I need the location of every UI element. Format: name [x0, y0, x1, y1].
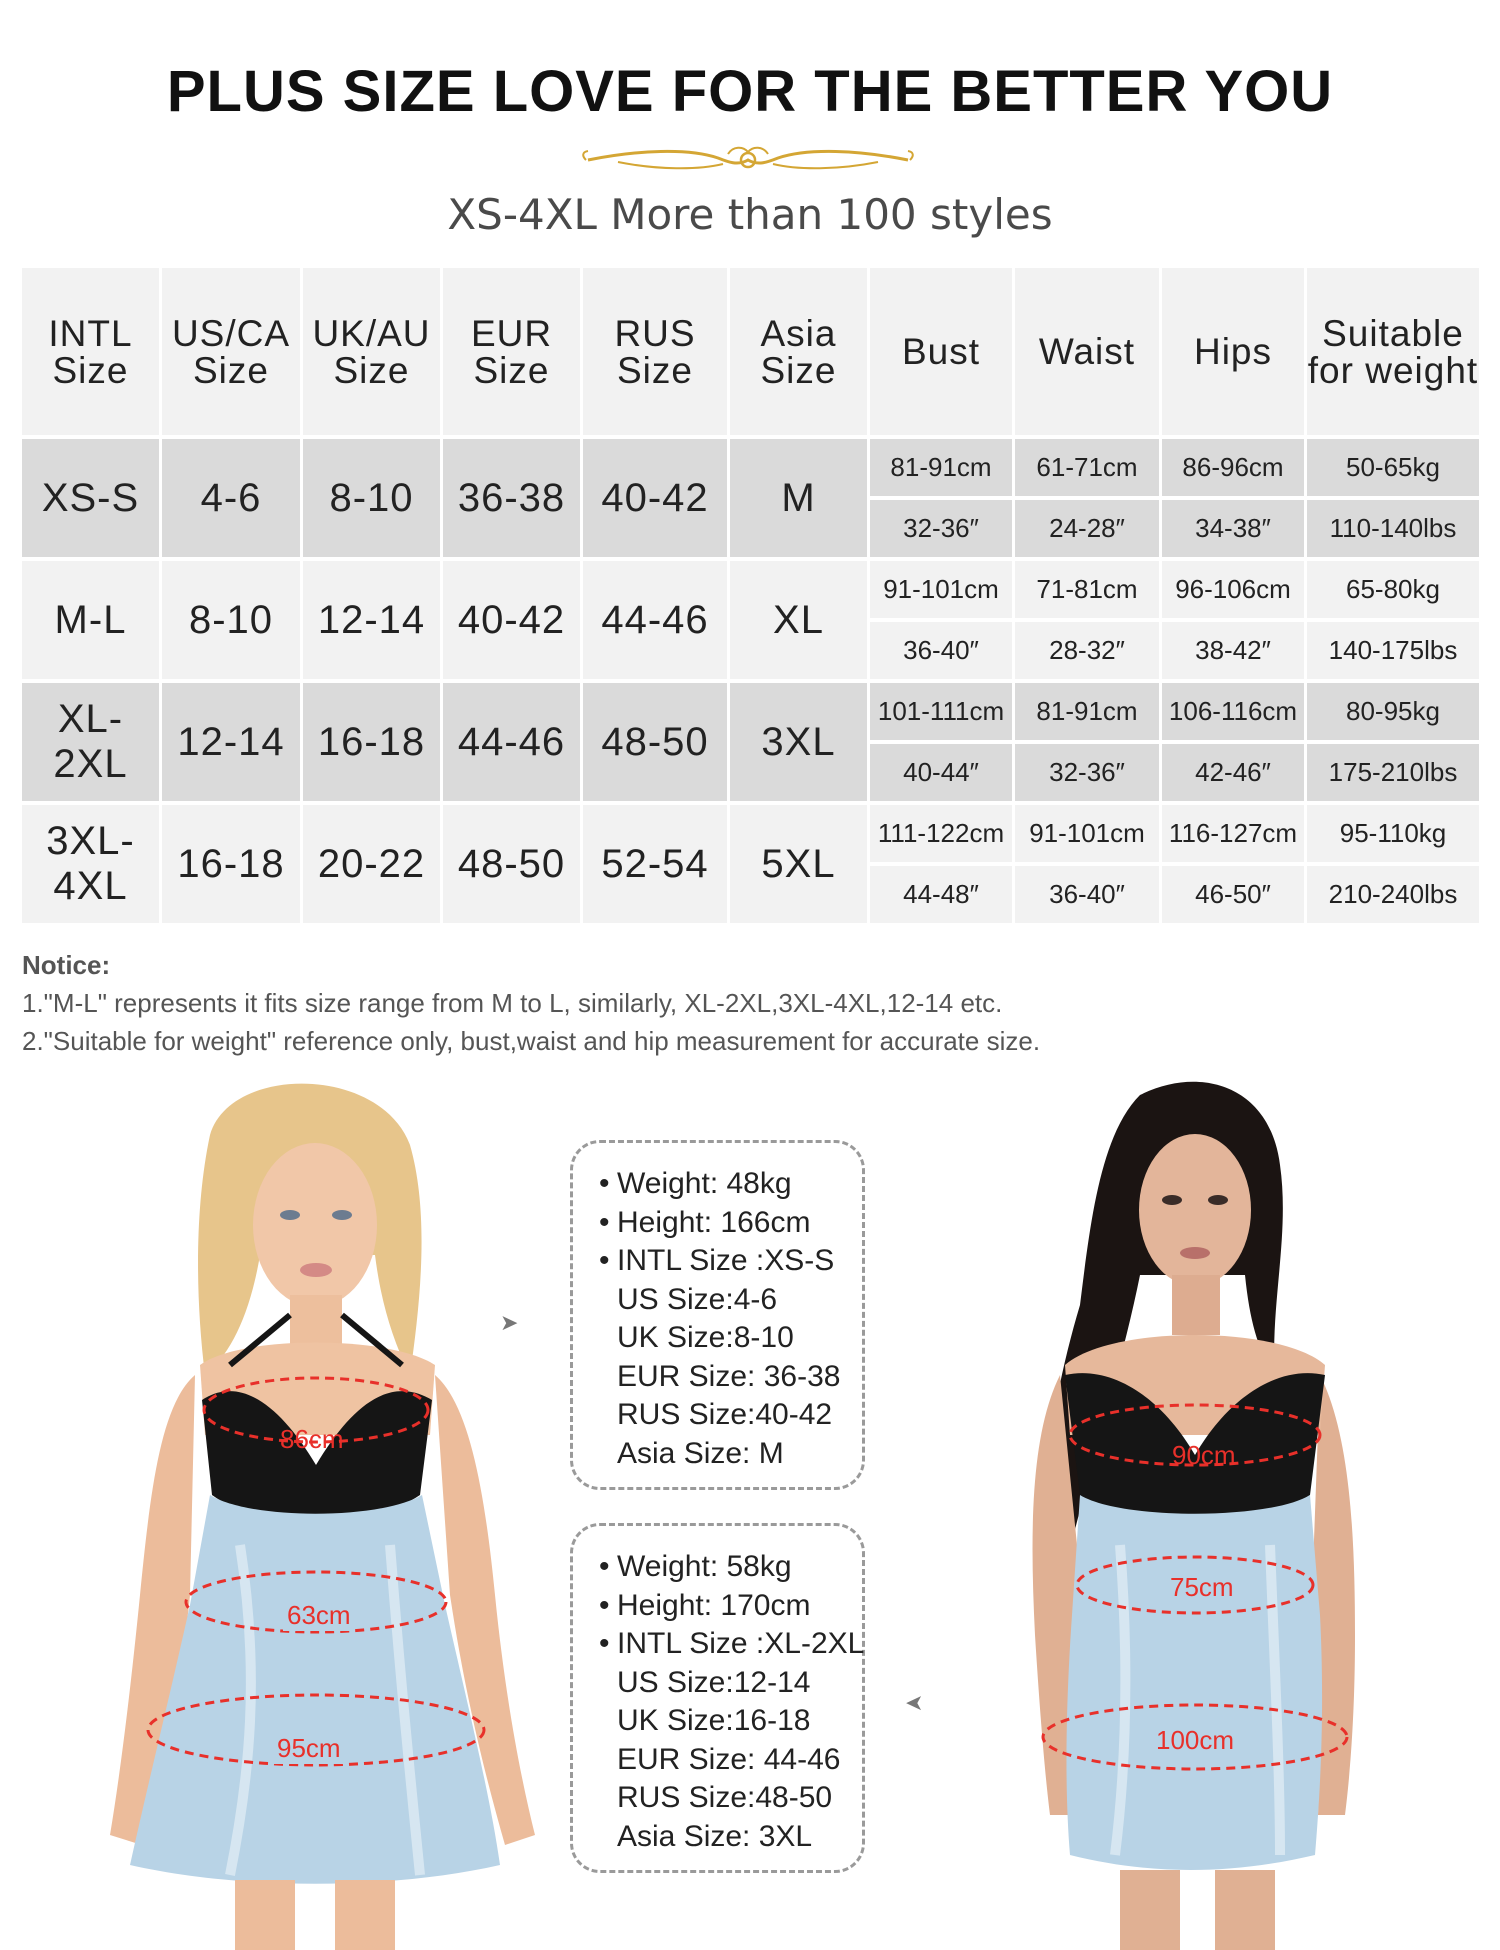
measure-cell-imperial: 32-36″ [1015, 744, 1159, 801]
info-rus-size: RUS Size:40-42 [617, 1398, 833, 1431]
gold-ornament-divider [578, 140, 918, 180]
measure-cell-imperial: 44-48″ [870, 866, 1012, 923]
column-header-label [902, 333, 980, 370]
column-header-label [171, 312, 291, 391]
size-cell-rus: 40-42 [583, 439, 727, 557]
column-header-line2: Size [473, 349, 550, 391]
measure-cell-metric: 111-122cm [870, 805, 1012, 862]
info-eur-size: EUR Size: 44-46 [617, 1742, 841, 1776]
left-model-info-box [570, 1140, 865, 1490]
column-header-label [614, 312, 696, 391]
left-waist-measure: 63cm [283, 1600, 355, 1631]
column-header-line1: INTL [48, 312, 133, 354]
measure-cell-metric: 96-106cm [1162, 561, 1304, 618]
size-cell-intl: M-L [22, 561, 159, 679]
size-cell-intl: 3XL-4XL [22, 805, 159, 923]
size-cell-uk: 12-14 [303, 561, 440, 679]
column-header-line2: Size [193, 349, 269, 391]
measure-cell-metric: 65-80kg [1307, 561, 1479, 618]
size-cell-eur: 44-46 [443, 683, 580, 801]
measure-cell-metric: 86-96cm [1162, 439, 1304, 496]
column-header-line2: Size [760, 349, 837, 391]
column-header-label [1039, 333, 1135, 370]
size-cell-uk: 16-18 [303, 683, 440, 801]
column-header [1307, 268, 1479, 435]
size-cell-rus: 52-54 [583, 805, 727, 923]
size-cell-asia: 5XL [730, 805, 867, 923]
column-header [303, 268, 440, 435]
arrow-left-icon: ➤ [905, 1690, 924, 1715]
size-cell-asia: 3XL [730, 683, 867, 801]
column-header [1162, 268, 1304, 435]
page-subtitle: XS-4XL More than 100 styles [447, 190, 1053, 239]
measure-cell-metric: 101-111cm [870, 683, 1012, 740]
measure-cell-imperial: 36-40″ [1015, 866, 1159, 923]
column-header-line2: for weight [1307, 349, 1479, 391]
measure-cell-metric: 71-81cm [1015, 561, 1159, 618]
column-header [22, 268, 159, 435]
info-asia-size: Asia Size: M [617, 1436, 784, 1470]
column-header-line2: Size [333, 349, 410, 391]
measure-cell-imperial: 175-210lbs [1307, 744, 1479, 801]
info-intl-size: • INTL Size :XS-S [599, 1244, 835, 1277]
size-cell-uk: 8-10 [303, 439, 440, 557]
column-header-line1: Bust [901, 331, 981, 372]
column-header [443, 268, 580, 435]
measure-cell-imperial: 32-36″ [870, 500, 1012, 557]
measure-cell-metric: 95-110kg [1307, 805, 1479, 862]
column-header [730, 268, 867, 435]
column-header-line1: US/CA [171, 312, 291, 354]
column-header-label [312, 312, 431, 391]
size-cell-eur: 48-50 [443, 805, 580, 923]
column-header-line1: Suitable [1322, 312, 1464, 354]
info-asia-size: Asia Size: 3XL [617, 1819, 813, 1853]
page-title: PLUS SIZE LOVE FOR THE BETTER YOU [166, 59, 1334, 124]
column-header-line1: UK/AU [312, 312, 431, 354]
arrow-right-icon: ➤ [500, 1310, 519, 1335]
column-header-line2: Size [52, 349, 129, 391]
left-hips-measure: 95cm [273, 1733, 345, 1764]
info-weight: • Weight: 58kg [599, 1550, 792, 1583]
size-cell-eur: 36-38 [443, 439, 580, 557]
right-model-info-box [570, 1523, 865, 1873]
measure-cell-metric: 61-71cm [1015, 439, 1159, 496]
measure-cell-imperial: 36-40″ [870, 622, 1012, 679]
column-header-line1: Hips [1193, 331, 1273, 372]
column-header-line1: RUS [614, 312, 696, 354]
size-cell-eur: 40-42 [443, 561, 580, 679]
info-intl-size: • INTL Size :XL-2XL [599, 1627, 865, 1660]
size-cell-asia: M [730, 439, 867, 557]
measure-cell-metric: 50-65kg [1307, 439, 1479, 496]
column-header [1015, 268, 1159, 435]
size-cell-rus: 48-50 [583, 683, 727, 801]
measure-cell-metric: 116-127cm [1162, 805, 1304, 862]
notice-title: Notice: [22, 950, 111, 980]
column-header-line2: Size [617, 349, 693, 391]
measure-cell-metric: 91-101cm [1015, 805, 1159, 862]
size-cell-us: 4-6 [162, 439, 300, 557]
column-header-label [470, 312, 553, 391]
info-height: • Height: 170cm [599, 1588, 811, 1622]
size-cell-intl: XL-2XL [22, 683, 159, 801]
size-cell-rus: 44-46 [583, 561, 727, 679]
notice-line-1: 1."M-L" represents it fits size range from M to L, similarly, XL-2XL,3XL-4XL,12-14 etc. [22, 988, 1003, 1018]
column-header-line1: EUR [470, 312, 553, 354]
measure-cell-imperial: 46-50″ [1162, 866, 1304, 923]
info-us-size: US Size:4-6 [617, 1282, 778, 1316]
measure-cell-imperial: 38-42″ [1162, 622, 1304, 679]
size-cell-uk: 20-22 [303, 805, 440, 923]
notice-line-2: 2."Suitable for weight" reference only, bust,waist and hip measurement for accurate size. [22, 1026, 1041, 1056]
info-eur-size: EUR Size: 36-38 [617, 1359, 841, 1393]
size-cell-us: 8-10 [162, 561, 300, 679]
measure-cell-imperial: 40-44″ [870, 744, 1012, 801]
measure-cell-imperial: 28-32″ [1015, 622, 1159, 679]
right-bust-measure: 90cm [1172, 1440, 1236, 1470]
info-height: • Height: 166cm [599, 1205, 811, 1239]
measure-cell-imperial: 24-28″ [1015, 500, 1159, 557]
size-cell-asia: XL [730, 561, 867, 679]
column-header [162, 268, 300, 435]
column-header-label [1194, 333, 1272, 370]
column-header [583, 268, 727, 435]
column-header-line1: Asia [760, 312, 837, 354]
measure-cell-imperial: 210-240lbs [1307, 866, 1479, 923]
info-weight: • Weight: 48kg [599, 1167, 792, 1200]
measure-cell-metric: 81-91cm [870, 439, 1012, 496]
measure-cell-metric: 81-91cm [1015, 683, 1159, 740]
model-photo-right [990, 1075, 1400, 1950]
size-cell-us: 12-14 [162, 683, 300, 801]
right-hips-measure: 100cm [1152, 1725, 1238, 1756]
info-rus-size: RUS Size:48-50 [617, 1781, 833, 1814]
model-photo-left [90, 1075, 560, 1950]
column-header-label [760, 312, 837, 391]
size-chart-table [22, 268, 1482, 928]
measure-cell-metric: 80-95kg [1307, 683, 1479, 740]
info-us-size: US Size:12-14 [617, 1665, 811, 1699]
left-bust-measure: 86cm [280, 1424, 344, 1454]
measure-cell-metric: 106-116cm [1162, 683, 1304, 740]
column-header-label [1307, 312, 1479, 391]
info-uk-size: UK Size:16-18 [617, 1704, 811, 1737]
info-uk-size: UK Size:8-10 [617, 1321, 794, 1354]
measure-cell-imperial: 42-46″ [1162, 744, 1304, 801]
column-header-label [48, 312, 133, 391]
size-cell-intl: XS-S [22, 439, 159, 557]
right-waist-measure: 75cm [1166, 1572, 1238, 1603]
measure-cell-metric: 91-101cm [870, 561, 1012, 618]
measure-cell-imperial: 140-175lbs [1307, 622, 1479, 679]
column-header-line1: Waist [1038, 331, 1136, 372]
size-cell-us: 16-18 [162, 805, 300, 923]
measure-cell-imperial: 34-38″ [1162, 500, 1304, 557]
measure-cell-imperial: 110-140lbs [1307, 500, 1479, 557]
column-header [870, 268, 1012, 435]
